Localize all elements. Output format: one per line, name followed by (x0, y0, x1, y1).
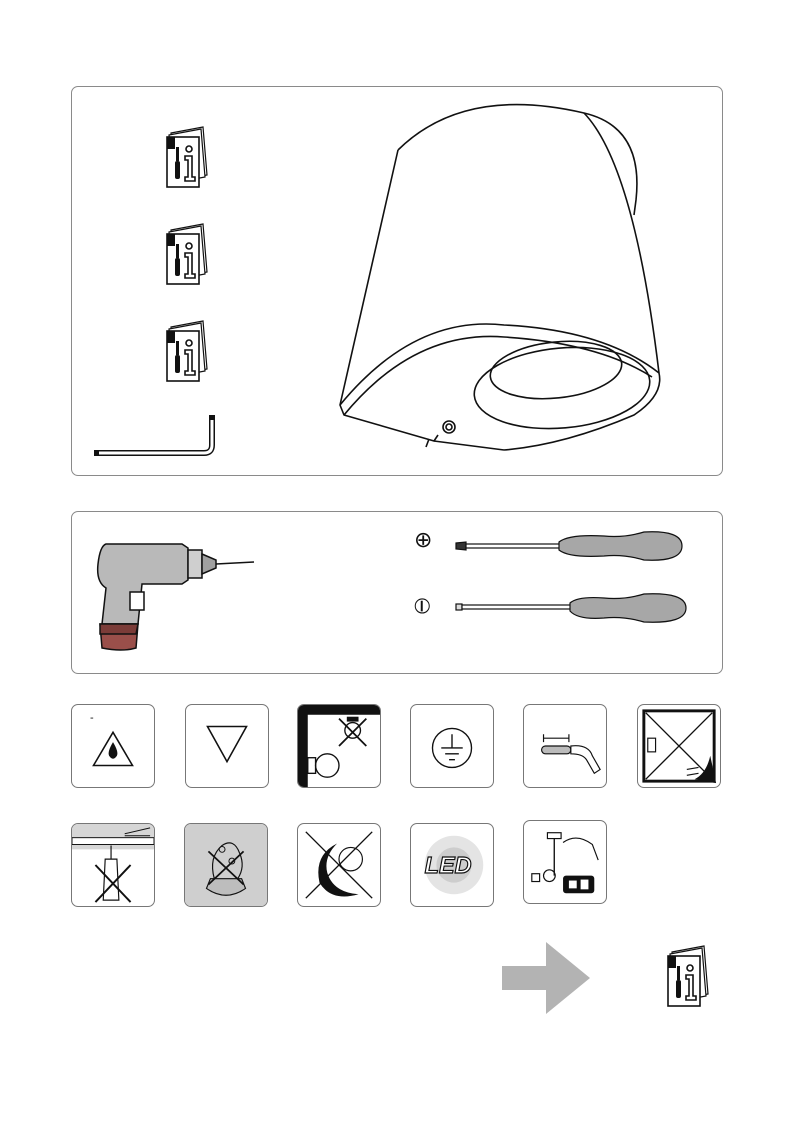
moonlight-symbol (297, 823, 381, 907)
flat-symbol: ⦶ (414, 593, 430, 618)
strip-length-symbol (523, 704, 607, 788)
cover-mount-symbol (637, 704, 721, 788)
earth-ground-icon (411, 705, 493, 787)
not-for-moonlight-bulb-icon (298, 824, 380, 906)
allen-key-icon (94, 413, 219, 458)
min-distance-to-object-icon (298, 705, 380, 787)
drill-icon (92, 538, 262, 653)
box-contents-panel (71, 86, 723, 476)
ip-rating-icon (72, 705, 154, 787)
flat-screwdriver-icon (454, 590, 686, 626)
ip-rating-label: - (90, 712, 94, 724)
min-distance-symbol (297, 704, 381, 788)
clean-with-dry-cloth-icon (524, 821, 606, 903)
led-text: LED (424, 851, 472, 878)
no-dimmer-icon (185, 824, 267, 906)
instruction-booklet-icon (668, 944, 713, 1014)
not-for-cover-mounting-icon (638, 705, 720, 787)
no-drilling-on-cables-icon (72, 824, 154, 906)
class-symbol-triangle-icon (186, 705, 268, 787)
phillips-screwdriver-icon (454, 528, 686, 564)
ip-rating-symbol (71, 704, 155, 788)
led-icon (411, 824, 493, 906)
phillips-symbol: ⊕ (414, 527, 433, 552)
no-drill-symbol (71, 823, 155, 907)
wall-lamp-icon (334, 105, 674, 455)
clean-symbol (523, 820, 607, 904)
led-symbol (410, 823, 494, 907)
arrow-right-icon (502, 942, 592, 1014)
class-symbol (185, 704, 269, 788)
instruction-booklet-icon (167, 319, 212, 389)
no-dimmer-symbol (184, 823, 268, 907)
tools-panel (71, 511, 723, 674)
instruction-booklet-icon (167, 222, 212, 292)
cable-strip-length-icon (524, 705, 606, 787)
instruction-booklet-icon (167, 125, 212, 195)
earth-symbol (410, 704, 494, 788)
